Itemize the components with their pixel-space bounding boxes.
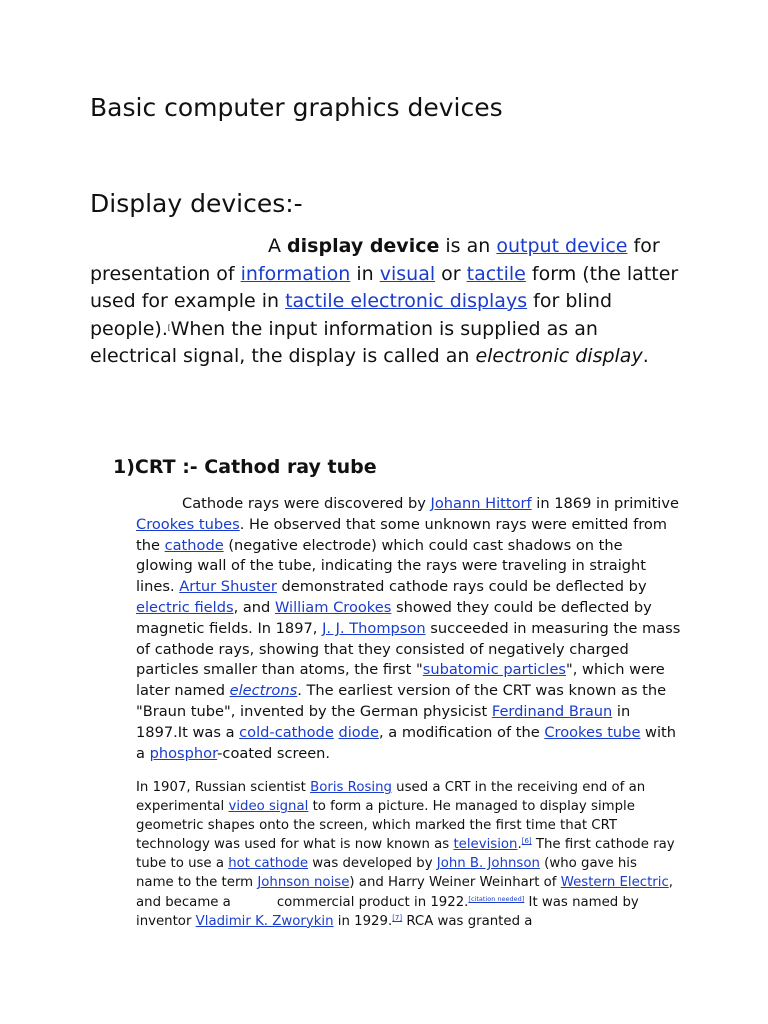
intro-text: is an <box>439 235 497 257</box>
link-electric-fields[interactable]: electric fields <box>136 598 234 616</box>
para-text: demonstrated cathode rays could be deflected by <box>276 578 647 596</box>
para-text: Cathode rays were discovered by <box>182 495 431 512</box>
link-tactile[interactable]: tactile <box>466 262 526 285</box>
para-text: ", which were later named <box>136 661 665 700</box>
section-heading-display-devices: Display devices:- <box>90 189 303 218</box>
intro-text: . <box>642 345 649 367</box>
intro-text: for blind people). <box>90 290 613 340</box>
intro-text: form (the latter used for example in <box>90 262 679 312</box>
crt-television-paragraph <box>136 778 681 931</box>
link-cathode[interactable]: cathode <box>164 536 224 554</box>
para-text: . The earliest version of the CRT was known as the "Braun tube", invented by the German physicist <box>136 682 667 720</box>
para-text: , and <box>233 598 275 616</box>
para-text: The first cathode ray tube to use a <box>136 837 675 872</box>
para-text: in 1869 in primitive <box>531 495 679 512</box>
display-device-term: display device <box>287 235 440 257</box>
para-text: commercial product in 1922. <box>276 894 469 910</box>
intro-text: or <box>435 262 467 285</box>
para-text: , and became a <box>136 875 673 910</box>
para-text: . He observed that some unknown rays were emitted from the <box>136 515 668 554</box>
para-text: in 1897.It was a <box>136 702 631 741</box>
para-text: ) and Harry Weiner Weinhart of <box>349 875 561 891</box>
para-text: . <box>517 837 522 853</box>
para-text: with a <box>136 723 677 762</box>
para-text: It was named by inventor <box>136 894 639 929</box>
subheading-crt: 1)CRT :- Cathod ray tube <box>113 456 377 478</box>
link-video-signal[interactable]: video signal <box>228 799 309 815</box>
link-information[interactable]: information <box>240 262 351 285</box>
para-text: RCA was granted a <box>402 913 533 929</box>
electronic-display-term: electronic display <box>475 345 643 367</box>
link-electrons[interactable]: electrons <box>229 682 298 700</box>
link-william-crookes[interactable]: William Crookes <box>274 598 392 616</box>
intro-text: When the input information is supplied as an electrical signal, the display is called an <box>90 317 598 367</box>
link-television[interactable]: television <box>453 837 518 853</box>
intro-paragraph <box>90 233 690 371</box>
link-hot-cathode[interactable]: hot cathode <box>228 856 309 872</box>
link-artur-shuster[interactable]: Artur Shuster <box>179 578 277 596</box>
para-text: , a modification of the <box>378 723 545 741</box>
link-western-electric[interactable]: Western Electric <box>560 875 669 891</box>
link-boris-rosing[interactable]: Boris Rosing <box>310 780 392 795</box>
link-visual[interactable]: visual <box>379 262 436 285</box>
para-text: In 1907, Russian scientist <box>136 780 311 795</box>
link-output-device[interactable]: output device <box>496 235 628 257</box>
link-tactile-electronic-displays[interactable]: tactile electronic displays <box>285 290 528 312</box>
para-text: (who gave his <box>539 856 637 872</box>
link-johnson-noise[interactable]: Johnson noise <box>257 875 350 891</box>
reference-7[interactable]: [7] <box>392 913 403 922</box>
link-crookes-tubes[interactable]: Crookes tubes <box>136 515 240 533</box>
link-jj-thompson[interactable]: J. J. Thompson <box>322 619 426 637</box>
para-text: was developed by <box>308 856 437 872</box>
citation-needed-link[interactable]: [citation needed] <box>468 894 525 903</box>
link-diode[interactable]: diode <box>338 723 379 741</box>
crt-history-paragraph <box>136 494 681 764</box>
link-johann-hittorf[interactable]: Johann Hittorf <box>430 495 532 512</box>
intro-text: in <box>350 262 380 285</box>
intro-text: A <box>268 235 288 257</box>
link-vladimir-zworykin[interactable]: Vladimir K. Zworykin <box>195 913 334 929</box>
para-text: name to the term <box>136 875 258 891</box>
para-text: -coated screen. <box>217 744 331 762</box>
reference-6[interactable]: [6] <box>521 837 532 846</box>
para-text: to form a picture. He managed to display simple geometric shapes onto the screen, which marked the first time that CRT technology was used for what is now known as <box>136 799 635 853</box>
link-cold-cathode[interactable]: cold-cathode <box>239 723 334 741</box>
intro-text: for presentation of <box>90 235 660 285</box>
link-ferdinand-braun[interactable]: Ferdinand Braun <box>491 702 613 720</box>
link-subatomic-particles[interactable]: subatomic particles <box>422 661 567 679</box>
reference-bracket: [ <box>167 323 171 332</box>
para-text: in 1929. <box>333 913 393 929</box>
para-text: used a CRT in the receiving end of an experimental <box>136 780 646 815</box>
para-text: (negative electrode) which could cast shadows on the glowing wall of the tube, indicating the rays were traveling in straight lines. <box>136 536 646 596</box>
para-text: succeeded in measuring the mass of cathode rays, showing that they consisted of negatively charged particles smaller than atoms, the first " <box>136 619 681 679</box>
para-text: showed they could be deflected by magnetic fields. In 1897, <box>136 598 652 637</box>
link-phosphor[interactable]: phosphor <box>149 744 218 762</box>
document-title: Basic computer graphics devices <box>90 93 503 122</box>
link-john-b-johnson[interactable]: John B. Johnson <box>436 856 540 872</box>
link-crookes-tube[interactable]: Crookes tube <box>544 723 641 741</box>
